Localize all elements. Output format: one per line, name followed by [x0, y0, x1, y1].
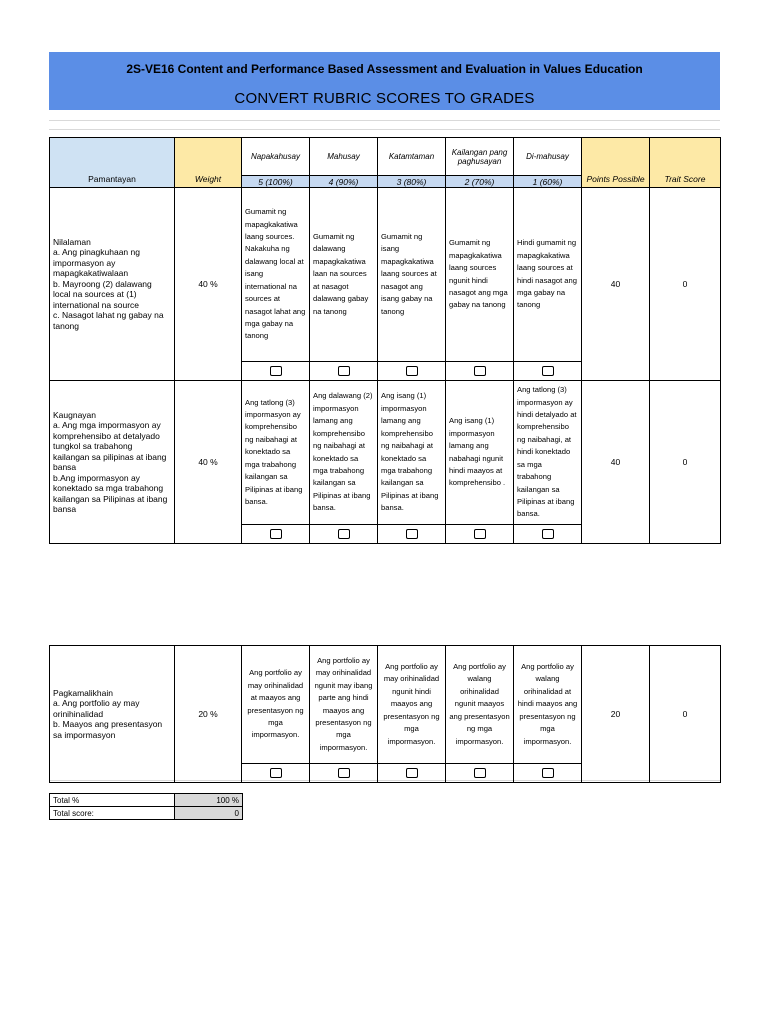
level-score-5: 1 (60%): [514, 176, 582, 188]
points-possible-header: Points Possible: [582, 138, 650, 188]
table-row: [50, 646, 721, 764]
points-possible-cell: 40: [582, 188, 650, 381]
points-possible-cell: 40: [582, 381, 650, 544]
weight-cell: 40 %: [175, 188, 242, 381]
checkbox-icon[interactable]: [406, 366, 418, 376]
trait-score-header: Trait Score: [650, 138, 721, 188]
checkbox-icon[interactable]: [338, 768, 350, 778]
descriptor-cell: Gumamit ng mapagkakatiwa laang sources. Nakakuha ng dalawang local at isang international na sources at nasagot lahat ang mga gabay na tanong: [242, 188, 310, 362]
weight-cell: 20 %: [175, 646, 242, 783]
rubric-table-continued: [49, 645, 721, 783]
weight-cell: 40 %: [175, 381, 242, 544]
table-row: [50, 381, 721, 525]
level-name-2: Mahusay: [310, 138, 378, 176]
descriptor-cell: Hindi gumamit ng mapagkakatiwa laang sources at hindi nasagot ang mga gabay na tanong: [514, 188, 582, 362]
checkbox-icon[interactable]: [338, 529, 350, 539]
level-name-4: Kailangan pang paghusayan: [446, 138, 514, 176]
checkbox-icon[interactable]: [406, 768, 418, 778]
descriptor-cell: Ang portfolio ay walang orihinalidad ngunit maayos ang presentasyon ng mga impormasyon.: [446, 646, 514, 764]
weight-header: Weight: [175, 138, 242, 188]
checkbox-icon[interactable]: [474, 529, 486, 539]
level-name-1: Napakahusay: [242, 138, 310, 176]
checkbox-icon[interactable]: [542, 768, 554, 778]
descriptor-cell: Ang portfolio ay may orihinalidad ngunit hindi maayos ang presentasyon ng mga impormasyon.: [378, 646, 446, 764]
level-name-5: Di-mahusay: [514, 138, 582, 176]
total-score-label: Total score:: [50, 807, 175, 820]
descriptor-cell: Gumamit ng mapagkakatiwa laang sources ngunit hindi nasagot ang mga gabay na tanong: [446, 188, 514, 362]
criteria-header: Pamantayan: [50, 138, 175, 188]
checkbox-icon[interactable]: [270, 366, 282, 376]
descriptor-cell: Ang portfolio ay may orihinalidad at maayos ang presentasyon ng mga impormasyon.: [242, 646, 310, 764]
checkbox-icon[interactable]: [474, 366, 486, 376]
total-percent-label: Total %: [50, 794, 175, 807]
document-subtitle: CONVERT RUBRIC SCORES TO GRADES: [49, 86, 720, 110]
level-score-1: 5 (100%): [242, 176, 310, 188]
level-score-4: 2 (70%): [446, 176, 514, 188]
checkbox-icon[interactable]: [338, 366, 350, 376]
trait-score-cell: 0: [650, 646, 721, 783]
document-title: 2S-VE16 Content and Performance Based Assessment and Evaluation in Values Education: [49, 52, 720, 86]
descriptor-cell: Ang portfolio ay walang orihinalidad at hindi maayos ang presentasyon ng mga impormasyon.: [514, 646, 582, 764]
descriptor-cell: Ang portfolio ay may orihinalidad ngunit may ibang parte ang hindi maayos ang presentasyon ng mga impormasyon.: [310, 646, 378, 764]
rubric-table: [49, 137, 721, 544]
points-possible-cell: 20: [582, 646, 650, 783]
total-score-value: 0: [175, 807, 243, 820]
table-row: [50, 188, 721, 362]
criteria-cell: Pagkamalikhain a. Ang portfolio ay may orinihinalidad b. Maayos ang presentasyon sa impormasyon: [50, 646, 175, 783]
total-percent-value: 100 %: [175, 794, 243, 807]
checkbox-icon[interactable]: [406, 529, 418, 539]
criteria-cell: Kaugnayan a. Ang mga impormasyon ay komprehensibo at detalyado tungkol sa trabahong kailangan sa pilipinas at ibang bansa b.Ang impormasyon ay konektado sa mga trabahong kailangan sa Pilipinas at ibang bansa: [50, 381, 175, 544]
descriptor-cell: Gumamit ng isang mapagkakatiwa laang sources at nasagot ang isang gabay na tanong: [378, 188, 446, 362]
criteria-cell: Nilalaman a. Ang pinagkuhaan ng impormasyon ay mapagkakatiwalaan b. Mayroong (2) dalawang local na sources at (1) international na source c. Nasagot lahat ng gabay na tanong: [50, 188, 175, 381]
descriptor-cell: Ang isang (1) impormasyon lamang ang komprehensibo ng naibahagi at konektado sa mga trabahong kailangan sa Pilipinas at ibang bansa.: [378, 381, 446, 525]
checkbox-icon[interactable]: [270, 529, 282, 539]
level-score-3: 3 (80%): [378, 176, 446, 188]
descriptor-cell: Ang tatlong (3) impormasyon ay hindi detalyado at komprehensibo ng naibahagi, at hindi konektado sa mga trabahong kailangan sa Pilipinas at ibang bansa.: [514, 381, 582, 525]
trait-score-cell: 0: [650, 188, 721, 381]
checkbox-icon[interactable]: [542, 529, 554, 539]
totals-table: [49, 793, 243, 820]
descriptor-cell: Ang isang (1) impormasyon lamang ang nabahagi ngunit hindi maayos at komprehensibo .: [446, 381, 514, 525]
descriptor-cell: Gumamit ng dalawang mapagkakatiwa laan na sources at nasagot dalawang gabay na tanong: [310, 188, 378, 362]
checkbox-icon[interactable]: [474, 768, 486, 778]
checkbox-icon[interactable]: [270, 768, 282, 778]
descriptor-cell: Ang dalawang (2) impormasyon lamang ang komprehensibo ng naibahagi at konektado sa mga trabahong kailangan sa Pilipinas at ibang bansa.: [310, 381, 378, 525]
descriptor-cell: Ang tatlong (3) impormasyon ay komprehensibo ng naibahagi at konektado sa mga trabahong kailangan sa Pilipinas at ibang bansa.: [242, 381, 310, 525]
checkbox-icon[interactable]: [542, 366, 554, 376]
level-name-3: Katamtaman: [378, 138, 446, 176]
trait-score-cell: 0: [650, 381, 721, 544]
level-score-2: 4 (90%): [310, 176, 378, 188]
